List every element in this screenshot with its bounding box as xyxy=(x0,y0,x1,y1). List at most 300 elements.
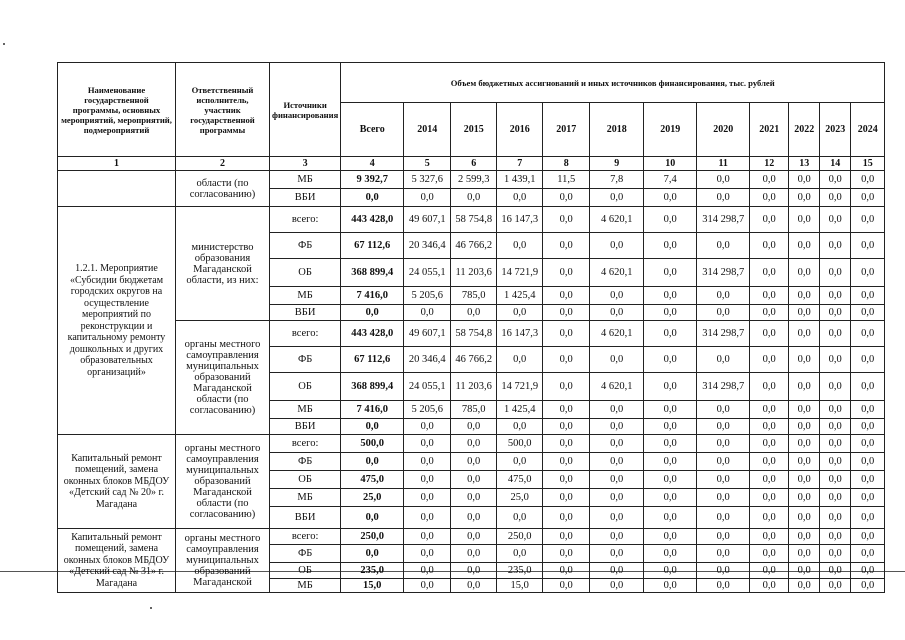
cell-value: 0,0 xyxy=(404,545,451,563)
cell-value: 14 721,9 xyxy=(497,373,543,401)
column-number: 3 xyxy=(270,157,341,171)
cell-value: 0,0 xyxy=(789,529,820,545)
cell-value: 0,0 xyxy=(820,347,851,373)
cell-value: 0,0 xyxy=(644,233,697,259)
cell-value: 0,0 xyxy=(851,373,885,401)
cell-value: 0,0 xyxy=(697,563,750,579)
cell-value: 0,0 xyxy=(789,435,820,453)
cell-value: 0,0 xyxy=(789,259,820,287)
cell-value: 0,0 xyxy=(404,507,451,529)
cell-value: 0,0 xyxy=(697,435,750,453)
cell-value: 11 203,6 xyxy=(451,259,497,287)
cell-value: 0,0 xyxy=(451,435,497,453)
cell-value: 0,0 xyxy=(750,579,789,593)
cell-value: 0,0 xyxy=(750,471,789,489)
cell-value: 0,0 xyxy=(851,529,885,545)
cell-source: ФБ xyxy=(270,347,341,373)
cell-value: 5 205,6 xyxy=(404,401,451,419)
cell-value: 475,0 xyxy=(497,471,543,489)
cell-value: 0,0 xyxy=(644,305,697,321)
cell-value: 0,0 xyxy=(543,419,590,435)
cell-value: 0,0 xyxy=(644,287,697,305)
cell-name: 1.2.1. Мероприятие «Субсидии бюджетам городских округов на осуществление мероприятий по реконструкции и капитальному ремонту дошкольных и других образовательных организаций» xyxy=(58,207,176,435)
cell-value: 0,0 xyxy=(820,305,851,321)
cell-value: 16 147,3 xyxy=(497,207,543,233)
cell-value: 0,0 xyxy=(543,347,590,373)
cell-value: 0,0 xyxy=(497,305,543,321)
cell-value: 0,0 xyxy=(404,419,451,435)
cell-value: 0,0 xyxy=(451,471,497,489)
cell-value: 0,0 xyxy=(644,189,697,207)
cell-value: 5 327,6 xyxy=(404,171,451,189)
cell-value: 0,0 xyxy=(750,419,789,435)
cell-value: 0,0 xyxy=(497,419,543,435)
column-number: 1 xyxy=(58,157,176,171)
cell-value: 5 205,6 xyxy=(404,287,451,305)
cell-value: 0,0 xyxy=(451,305,497,321)
cell-value: 0,0 xyxy=(697,171,750,189)
cell-value: 0,0 xyxy=(851,401,885,419)
cell-value: 20 346,4 xyxy=(404,233,451,259)
column-header-name: Наименование государственной программы, основных мероприятий, мероприятий, подмероприятий xyxy=(58,63,176,157)
cell-value: 0,0 xyxy=(697,529,750,545)
cell-value: 0,0 xyxy=(451,453,497,471)
cell-value: 0,0 xyxy=(750,507,789,529)
cell-value: 0,0 xyxy=(497,233,543,259)
cell-value: 0,0 xyxy=(590,545,644,563)
cell-value: 0,0 xyxy=(543,189,590,207)
cell-source: ВБИ xyxy=(270,507,341,529)
cell-total: 443 428,0 xyxy=(341,207,404,233)
cell-value: 4 620,1 xyxy=(590,207,644,233)
cell-value: 0,0 xyxy=(644,563,697,579)
cell-name-empty xyxy=(58,171,176,207)
cell-total: 25,0 xyxy=(341,489,404,507)
cell-value: 16 147,3 xyxy=(497,321,543,347)
cell-value: 314 298,7 xyxy=(697,321,750,347)
cell-value: 0,0 xyxy=(750,287,789,305)
cell-source: ВБИ xyxy=(270,305,341,321)
cell-value: 0,0 xyxy=(750,489,789,507)
cell-value: 58 754,8 xyxy=(451,321,497,347)
cell-value: 0,0 xyxy=(851,435,885,453)
cell-value: 0,0 xyxy=(644,259,697,287)
cell-value: 0,0 xyxy=(543,233,590,259)
cell-value: 314 298,7 xyxy=(697,373,750,401)
cell-value: 0,0 xyxy=(697,471,750,489)
cell-value: 0,0 xyxy=(644,471,697,489)
cell-value: 0,0 xyxy=(820,419,851,435)
cell-value: 0,0 xyxy=(697,507,750,529)
cell-value: 0,0 xyxy=(750,233,789,259)
cell-executor: органы местного самоуправления муниципальных образований Магаданской области (по согласованию) xyxy=(176,321,270,435)
scan-dot xyxy=(150,607,152,609)
cell-total: 368 899,4 xyxy=(341,259,404,287)
cell-value: 0,0 xyxy=(644,321,697,347)
cell-value: 0,0 xyxy=(820,579,851,593)
cell-value: 0,0 xyxy=(750,545,789,563)
cell-value: 0,0 xyxy=(820,321,851,347)
cell-value: 0,0 xyxy=(851,419,885,435)
cell-value: 0,0 xyxy=(543,545,590,563)
cell-value: 0,0 xyxy=(851,579,885,593)
cell-value: 0,0 xyxy=(750,401,789,419)
cell-source: ОБ xyxy=(270,471,341,489)
cell-value: 0,0 xyxy=(497,453,543,471)
cell-total: 0,0 xyxy=(341,453,404,471)
cell-value: 0,0 xyxy=(820,233,851,259)
cell-value: 0,0 xyxy=(851,305,885,321)
column-number: 6 xyxy=(451,157,497,171)
cell-value: 2 599,3 xyxy=(451,171,497,189)
column-header-year: 2015 xyxy=(451,103,497,157)
column-header-source: Источники финансирования xyxy=(270,63,341,157)
cell-executor: области (по согласованию) xyxy=(176,171,270,207)
cell-value: 0,0 xyxy=(820,435,851,453)
cell-value: 0,0 xyxy=(644,453,697,471)
cell-value: 0,0 xyxy=(789,287,820,305)
cell-value: 0,0 xyxy=(590,453,644,471)
cell-value: 0,0 xyxy=(543,563,590,579)
cell-source: МБ xyxy=(270,579,341,593)
cell-value: 0,0 xyxy=(851,207,885,233)
cell-value: 0,0 xyxy=(644,545,697,563)
table-body xyxy=(58,63,885,593)
cell-value: 49 607,1 xyxy=(404,321,451,347)
cell-value: 0,0 xyxy=(543,507,590,529)
cell-source: ОБ xyxy=(270,259,341,287)
cell-value: 0,0 xyxy=(789,347,820,373)
cell-value: 0,0 xyxy=(851,233,885,259)
cell-value: 0,0 xyxy=(697,347,750,373)
cell-total: 0,0 xyxy=(341,419,404,435)
cell-value: 235,0 xyxy=(497,563,543,579)
cell-value: 0,0 xyxy=(851,259,885,287)
cell-value: 0,0 xyxy=(543,401,590,419)
cell-value: 0,0 xyxy=(789,419,820,435)
cell-value: 0,0 xyxy=(543,579,590,593)
cell-value: 0,0 xyxy=(543,305,590,321)
table-row xyxy=(58,529,885,545)
cell-value: 0,0 xyxy=(789,471,820,489)
cell-total: 0,0 xyxy=(341,189,404,207)
cell-value: 0,0 xyxy=(697,489,750,507)
cell-total: 250,0 xyxy=(341,529,404,545)
cell-value: 785,0 xyxy=(451,401,497,419)
cell-source: ОБ xyxy=(270,373,341,401)
cell-source: ФБ xyxy=(270,453,341,471)
cell-value: 0,0 xyxy=(590,287,644,305)
cell-value: 0,0 xyxy=(404,453,451,471)
cell-source: ВБИ xyxy=(270,419,341,435)
cell-value: 20 346,4 xyxy=(404,347,451,373)
cell-source: МБ xyxy=(270,489,341,507)
cell-value: 0,0 xyxy=(697,287,750,305)
cell-total: 7 416,0 xyxy=(341,287,404,305)
cell-value: 0,0 xyxy=(851,321,885,347)
scan-dot xyxy=(3,43,5,45)
cell-value: 46 766,2 xyxy=(451,233,497,259)
cell-value: 0,0 xyxy=(750,259,789,287)
cell-value: 0,0 xyxy=(451,563,497,579)
cell-value: 0,0 xyxy=(820,401,851,419)
cell-value: 7,8 xyxy=(590,171,644,189)
cell-value: 0,0 xyxy=(543,453,590,471)
cell-value: 0,0 xyxy=(697,453,750,471)
column-number: 13 xyxy=(789,157,820,171)
cell-value: 0,0 xyxy=(851,545,885,563)
cell-source: МБ xyxy=(270,287,341,305)
column-number: 10 xyxy=(644,157,697,171)
table-row xyxy=(58,321,885,347)
cell-value: 0,0 xyxy=(590,435,644,453)
cell-value: 0,0 xyxy=(851,189,885,207)
cell-value: 0,0 xyxy=(404,189,451,207)
cell-value: 0,0 xyxy=(697,579,750,593)
cell-value: 314 298,7 xyxy=(697,207,750,233)
cell-value: 0,0 xyxy=(851,453,885,471)
cell-value: 0,0 xyxy=(644,207,697,233)
column-number: 12 xyxy=(750,157,789,171)
cell-value: 0,0 xyxy=(590,471,644,489)
cell-value: 0,0 xyxy=(851,171,885,189)
cell-value: 0,0 xyxy=(543,287,590,305)
budget-allocation-table xyxy=(57,62,885,593)
column-number: 9 xyxy=(590,157,644,171)
cell-value: 0,0 xyxy=(404,305,451,321)
cell-value: 0,0 xyxy=(851,471,885,489)
column-number: 5 xyxy=(404,157,451,171)
cell-value: 0,0 xyxy=(750,189,789,207)
cell-value: 0,0 xyxy=(750,347,789,373)
cell-source: всего: xyxy=(270,207,341,233)
cell-value: 0,0 xyxy=(451,419,497,435)
cell-value: 500,0 xyxy=(497,435,543,453)
cell-value: 0,0 xyxy=(590,401,644,419)
cell-value: 0,0 xyxy=(789,189,820,207)
cell-value: 0,0 xyxy=(750,321,789,347)
cell-source: всего: xyxy=(270,321,341,347)
cell-source: ФБ xyxy=(270,545,341,563)
cell-value: 0,0 xyxy=(590,563,644,579)
cell-value: 0,0 xyxy=(851,489,885,507)
cell-value: 0,0 xyxy=(590,529,644,545)
cell-value: 0,0 xyxy=(590,189,644,207)
table-row xyxy=(58,207,885,233)
cell-value: 0,0 xyxy=(497,545,543,563)
cell-value: 0,0 xyxy=(644,419,697,435)
table-row xyxy=(58,435,885,453)
cell-value: 1 425,4 xyxy=(497,401,543,419)
cell-value: 0,0 xyxy=(789,401,820,419)
cell-source: всего: xyxy=(270,435,341,453)
column-header-volume: Объем бюджетных ассигнований и иных источников финансирования, тыс. рублей xyxy=(341,63,885,103)
cell-value: 0,0 xyxy=(543,435,590,453)
cell-source: МБ xyxy=(270,171,341,189)
cell-total: 500,0 xyxy=(341,435,404,453)
cell-total: 443 428,0 xyxy=(341,321,404,347)
cell-value: 0,0 xyxy=(644,401,697,419)
cell-value: 0,0 xyxy=(543,489,590,507)
cell-value: 14 721,9 xyxy=(497,259,543,287)
column-number: 7 xyxy=(497,157,543,171)
cell-executor: органы местного самоуправления муниципальных образований Магаданской области (по согласованию) xyxy=(176,435,270,529)
cell-value: 0,0 xyxy=(451,579,497,593)
cell-value: 0,0 xyxy=(851,287,885,305)
cell-value: 11,5 xyxy=(543,171,590,189)
cell-value: 0,0 xyxy=(750,373,789,401)
cell-value: 24 055,1 xyxy=(404,259,451,287)
cell-value: 46 766,2 xyxy=(451,347,497,373)
header-row-top xyxy=(58,63,885,103)
column-header-year: 2023 xyxy=(820,103,851,157)
cell-total: 0,0 xyxy=(341,545,404,563)
cell-value: 0,0 xyxy=(590,489,644,507)
cell-value: 0,0 xyxy=(750,563,789,579)
cell-value: 0,0 xyxy=(497,347,543,373)
column-header-year: 2014 xyxy=(404,103,451,157)
cell-total: 15,0 xyxy=(341,579,404,593)
cell-total: 0,0 xyxy=(341,507,404,529)
cell-total: 0,0 xyxy=(341,305,404,321)
cell-value: 0,0 xyxy=(820,529,851,545)
column-header-year: 2020 xyxy=(697,103,750,157)
cell-value: 0,0 xyxy=(404,563,451,579)
column-number: 14 xyxy=(820,157,851,171)
column-header-year: 2021 xyxy=(750,103,789,157)
cell-value: 0,0 xyxy=(644,373,697,401)
cell-value: 0,0 xyxy=(590,347,644,373)
cell-value: 0,0 xyxy=(820,207,851,233)
cell-executor: органы местного самоуправления муниципальных образований Магаданской xyxy=(176,529,270,593)
cell-source: ФБ xyxy=(270,233,341,259)
cell-value: 0,0 xyxy=(750,171,789,189)
cell-value: 49 607,1 xyxy=(404,207,451,233)
cell-value: 0,0 xyxy=(789,579,820,593)
cell-value: 0,0 xyxy=(820,189,851,207)
cell-value: 0,0 xyxy=(404,579,451,593)
cell-value: 0,0 xyxy=(451,489,497,507)
cell-value: 0,0 xyxy=(789,233,820,259)
cell-source: всего: xyxy=(270,529,341,545)
cell-value: 0,0 xyxy=(697,419,750,435)
cell-value: 0,0 xyxy=(750,207,789,233)
cell-value: 0,0 xyxy=(820,471,851,489)
cell-value: 7,4 xyxy=(644,171,697,189)
column-header-year: 2019 xyxy=(644,103,697,157)
cell-value: 0,0 xyxy=(644,435,697,453)
cell-value: 0,0 xyxy=(820,489,851,507)
cell-value: 0,0 xyxy=(697,305,750,321)
cell-total: 475,0 xyxy=(341,471,404,489)
cell-value: 250,0 xyxy=(497,529,543,545)
column-header-year: 2016 xyxy=(497,103,543,157)
cell-value: 0,0 xyxy=(543,529,590,545)
header-row-numbers xyxy=(58,157,885,171)
cell-value: 0,0 xyxy=(404,471,451,489)
cell-value: 0,0 xyxy=(644,579,697,593)
cell-value: 785,0 xyxy=(451,287,497,305)
cell-value: 0,0 xyxy=(820,545,851,563)
cell-value: 0,0 xyxy=(697,189,750,207)
cell-value: 0,0 xyxy=(820,287,851,305)
cell-value: 0,0 xyxy=(644,347,697,373)
cell-value: 0,0 xyxy=(543,259,590,287)
cell-total: 9 392,7 xyxy=(341,171,404,189)
cell-value: 0,0 xyxy=(543,207,590,233)
cell-value: 0,0 xyxy=(789,489,820,507)
cell-value: 4 620,1 xyxy=(590,259,644,287)
cell-value: 0,0 xyxy=(543,321,590,347)
cell-value: 1 439,1 xyxy=(497,171,543,189)
cell-value: 15,0 xyxy=(497,579,543,593)
cell-value: 0,0 xyxy=(644,489,697,507)
cell-value: 0,0 xyxy=(789,545,820,563)
cell-value: 314 298,7 xyxy=(697,259,750,287)
column-header-year: 2024 xyxy=(851,103,885,157)
cell-value: 4 620,1 xyxy=(590,373,644,401)
cell-total: 7 416,0 xyxy=(341,401,404,419)
cell-value: 0,0 xyxy=(820,563,851,579)
column-number: 4 xyxy=(341,157,404,171)
cell-source: ВБИ xyxy=(270,189,341,207)
cell-value: 0,0 xyxy=(851,507,885,529)
cell-value: 0,0 xyxy=(789,207,820,233)
cell-value: 0,0 xyxy=(404,435,451,453)
cell-value: 0,0 xyxy=(789,563,820,579)
cell-value: 0,0 xyxy=(789,373,820,401)
cell-value: 0,0 xyxy=(851,347,885,373)
cell-value: 0,0 xyxy=(697,401,750,419)
cell-value: 0,0 xyxy=(820,259,851,287)
cell-value: 1 425,4 xyxy=(497,287,543,305)
cell-value: 0,0 xyxy=(497,507,543,529)
cell-value: 0,0 xyxy=(543,471,590,489)
column-header-year: 2017 xyxy=(543,103,590,157)
cell-value: 0,0 xyxy=(750,529,789,545)
cell-value: 0,0 xyxy=(789,171,820,189)
cell-total: 67 112,6 xyxy=(341,347,404,373)
cell-value: 0,0 xyxy=(590,419,644,435)
cell-value: 0,0 xyxy=(451,189,497,207)
cell-value: 58 754,8 xyxy=(451,207,497,233)
cell-value: 0,0 xyxy=(451,545,497,563)
cell-value: 0,0 xyxy=(697,233,750,259)
cell-total: 235,0 xyxy=(341,563,404,579)
cell-value: 0,0 xyxy=(590,507,644,529)
cell-value: 0,0 xyxy=(789,453,820,471)
cell-value: 11 203,6 xyxy=(451,373,497,401)
cell-value: 0,0 xyxy=(789,321,820,347)
cell-value: 0,0 xyxy=(590,579,644,593)
cell-value: 0,0 xyxy=(543,373,590,401)
cell-value: 0,0 xyxy=(697,545,750,563)
cell-value: 0,0 xyxy=(404,529,451,545)
cell-value: 25,0 xyxy=(497,489,543,507)
column-header-year: 2018 xyxy=(590,103,644,157)
cell-value: 4 620,1 xyxy=(590,321,644,347)
cell-value: 0,0 xyxy=(820,171,851,189)
cell-value: 0,0 xyxy=(644,529,697,545)
cell-value: 0,0 xyxy=(750,305,789,321)
column-number: 2 xyxy=(176,157,270,171)
cell-source: МБ xyxy=(270,401,341,419)
column-number: 15 xyxy=(851,157,885,171)
cell-value: 0,0 xyxy=(590,305,644,321)
cell-executor: министерство образования Магаданской области, из них: xyxy=(176,207,270,321)
cell-name: Капитальный ремонт помещений, замена оконных блоков МБДОУ «Детский сад № 20» г. Магадана xyxy=(58,435,176,529)
cell-value: 0,0 xyxy=(750,435,789,453)
